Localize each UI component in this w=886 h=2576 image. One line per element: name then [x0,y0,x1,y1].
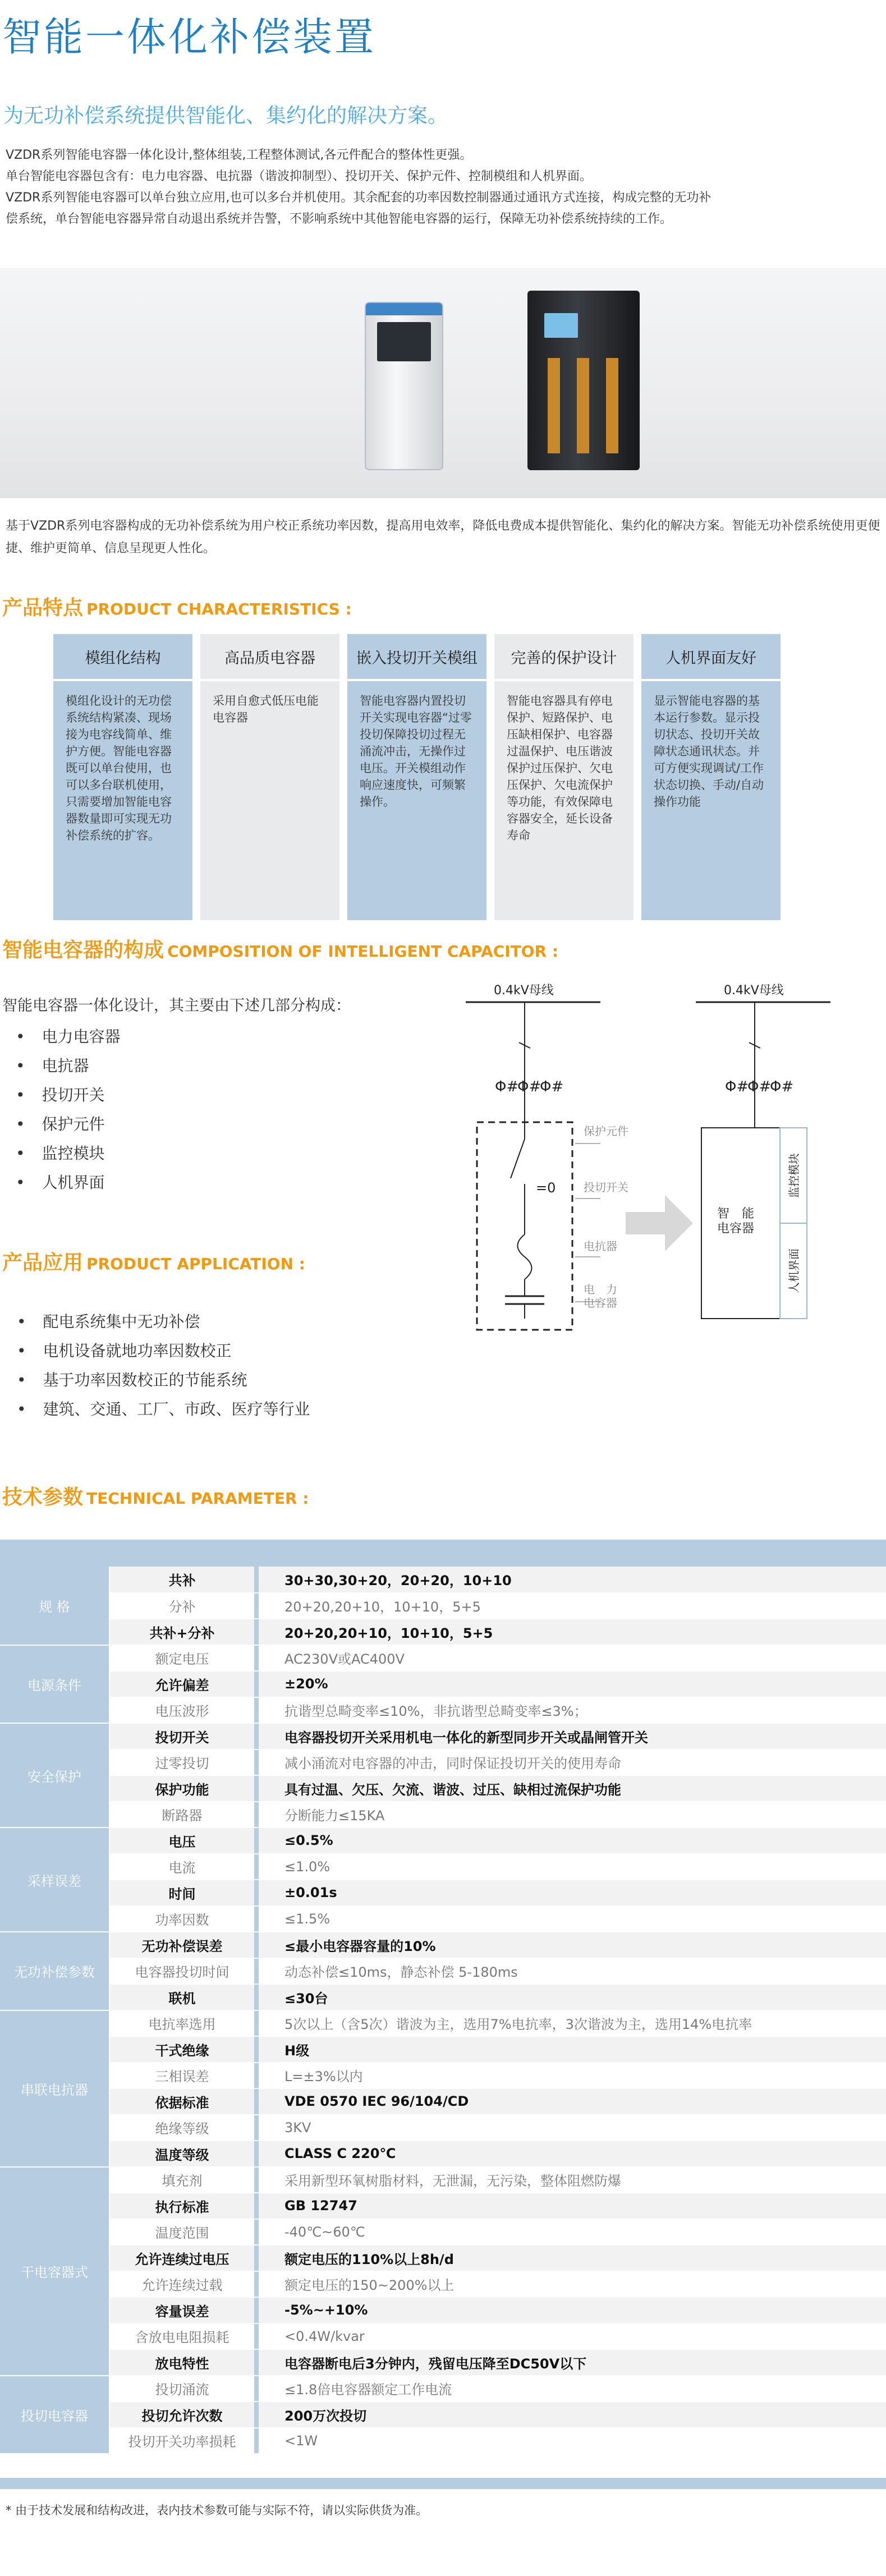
bus-label-left: 0.4kV母线 [494,984,554,998]
column-divider [254,1984,259,2010]
intro-line: 单台智能电容器包含有：电力电容器、电抗器（谐波抑制型）、投切开关、保护元件、控制模组和人机界面。 [6,169,593,183]
param-item: 共补+分补 [109,1619,254,1645]
column-divider [254,2401,259,2428]
composition-heading-en: COMPOSITION OF INTELLIGENT CAPACITOR : [167,942,559,961]
application-heading [2,1247,305,1275]
list-item: • 保护元件 [16,1110,121,1139]
param-item: 三相误差 [109,2063,254,2089]
table-row [0,1958,886,1985]
param-value: H级 [259,2036,886,2063]
list-item: • 电抗器 [16,1051,121,1081]
phase-mark: Φ# [725,1078,749,1095]
list-item: • 投切开关 [16,1081,121,1110]
feature-body: 模组化设计的无功偿系统结构紧凑、现场接为电容线简单、维护方便。智能电容器既可以单台使用，也可以多台联机使用，只需要增加智能电容器数量即可实现无功补偿系统的扩容。 [53,681,192,920]
footnote: * 由于技术发展和结构改进，表内技术参数可能与实际不符，请以实际供货为准。 [6,2504,428,2517]
feature-body: 显示智能电容器的基本运行参数。显示投切状态、投切开关故障状态通讯状态。并可方便实现调试/工作状态切换、手动/自动操作功能 [641,681,781,920]
list-item: • 监控模块 [16,1139,121,1168]
column-divider [254,2428,259,2454]
column-divider [254,2271,259,2298]
params-table-footer-bar [0,2478,886,2489]
table-row [0,1984,886,2010]
table-row [0,1645,886,1672]
column-divider [254,1697,259,1724]
column-divider [254,1854,259,1880]
param-value: 30+30,30+20，20+20，10+10 [259,1567,886,1593]
param-value: ≤30台 [259,1984,886,2010]
list-item: • 建筑、交通、工厂、市政、医疗等行业 [39,1395,310,1424]
param-category: 串联电抗器 [0,2010,109,2167]
application-list [39,1307,310,1424]
params-heading [2,1481,309,1510]
param-category: 电源条件 [0,1645,109,1724]
table-row [0,2271,886,2298]
param-value: ≤1.8倍电容器额定工作电流 [259,2376,886,2402]
column-divider [254,2063,259,2089]
param-item: 联机 [109,1984,254,2010]
table-row [0,2036,886,2063]
column-divider [254,1671,259,1697]
param-item: 电压波形 [109,1697,254,1724]
column-divider [254,1775,259,1802]
param-item: 允许连续过载 [109,2271,254,2298]
feature-title: 人机界面友好 [641,634,781,679]
feature-body: 采用自愈式低压电能电容器 [200,681,339,920]
table-row [0,1567,886,1593]
column-divider [254,2141,259,2167]
param-value: 额定电压的150~200%以上 [259,2271,886,2298]
column-divider [254,1645,259,1672]
param-item: 过零投切 [109,1750,254,1776]
param-value: 200万次投切 [259,2401,886,2428]
column-divider [254,2036,259,2063]
param-value: ≤1.0% [259,1854,886,1880]
param-value: VDE 0570 IEC 96/104/CD [259,2088,886,2115]
param-value: L=±3%以内 [259,2063,886,2089]
column-divider [254,2376,259,2402]
column-divider [254,1958,259,1985]
param-category: 干电容器式 [0,2167,109,2376]
param-value: 电容器投切开关采用机电一体化的新型同步开关或晶闸管开关 [259,1723,886,1750]
param-item: 电容器投切时间 [109,1958,254,1985]
param-item: 允许偏差 [109,1671,254,1697]
params-table-header-bar [0,1540,886,1567]
feature-title: 完善的保护设计 [494,634,633,679]
table-row [0,1723,886,1750]
composition-diagram [432,976,881,1369]
intro-text [6,145,713,230]
table-row [0,2193,886,2219]
param-value: 采用新型环氧树脂材料，无泄漏，无污染，整体阻燃防爆 [259,2167,886,2193]
param-value: 额定电压的110%以上8h/d [259,2245,886,2271]
list-item: • 人机界面 [16,1168,121,1197]
feature-card [53,634,192,920]
composition-heading [2,934,558,963]
column-divider [254,2349,259,2376]
table-row [0,2428,886,2454]
param-item: 填充剂 [109,2167,254,2193]
param-item: 电抗率选用 [109,2010,254,2037]
table-row [0,2401,886,2428]
param-item: 投切开关 [109,1723,254,1750]
intro-line: VZDR系列智能电容器一体化设计,整体组装,工程整体测试,各元件配合的整体性更强。 [6,148,472,162]
feature-body: 智能电容器内置投切开关实现电容器“过零投切保障投切过程无涌流冲击，无操作过电压。开关模组动作响应速度快，可频繁操作。 [347,681,486,920]
param-value: -5%~+10% [259,2297,886,2324]
column-divider [254,1906,259,1932]
application-heading-en: PRODUCT APPLICATION : [86,1255,305,1273]
table-row [0,1802,886,1828]
features-heading-cn: 产品特点 [2,596,84,619]
param-value: -40℃~60℃ [259,2219,886,2246]
table-row [0,2349,886,2376]
param-category: 采样误差 [0,1827,109,1932]
param-value: ≤最小电容器容量的10% [259,1932,886,1958]
param-item: 温度等级 [109,2141,254,2167]
diagram-label: 投切开关 [584,1181,628,1194]
column-divider [254,1593,259,1619]
param-item: 保护功能 [109,1775,254,1802]
page-title: 智能一体化补偿装置 [2,14,376,60]
composition-list [16,1022,121,1197]
features-grid [53,634,781,920]
param-item: 时间 [109,1880,254,1906]
feature-body: 智能电容器具有停电保护、短路保护、电压缺相保护、电容器过温保护、电压谐波保护过压保护、欠电压保护、欠电流保护等功能，有效保障电容器安全，延长设备寿命 [494,681,633,920]
table-row [0,1932,886,1958]
param-item: 断路器 [109,1802,254,1828]
param-item: 放电特性 [109,2349,254,2376]
table-row [0,2219,886,2246]
param-item: 无功补偿误差 [109,1932,254,1958]
param-item: 干式绝缘 [109,2036,254,2063]
params-table [0,1567,886,2454]
param-value: CLASS C 220℃ [259,2141,886,2167]
param-item: 额定电压 [109,1645,254,1672]
column-divider [254,2324,259,2350]
bus-label-right: 0.4kV母线 [724,984,784,998]
table-row [0,2245,886,2271]
param-value: 20+20,20+10，10+10，5+5 [259,1619,886,1645]
feature-card [200,634,339,920]
feature-title: 嵌入投切开关模组 [347,634,486,679]
table-row [0,2324,886,2350]
column-divider [254,1723,259,1750]
diagram-label: 电抗器 [584,1239,617,1253]
table-row [0,2141,886,2167]
table-row [0,1593,886,1619]
table-row [0,1906,886,1932]
param-value: 电容器断电后3分钟内，残留电压降至DC50V以下 [259,2349,886,2376]
features-heading-en: PRODUCT CHARACTERISTICS : [86,600,352,618]
param-item: 容量误差 [109,2297,254,2324]
param-item: 投切开关功率损耗 [109,2428,254,2454]
column-divider [254,1802,259,1828]
phase-mark: Φ# [747,1078,772,1095]
column-divider [254,2193,259,2219]
column-divider [254,2167,259,2193]
column-divider [254,1619,259,1645]
param-item: 执行标准 [109,2193,254,2219]
feature-card [494,634,633,920]
param-item: 投切允许次数 [109,2401,254,2428]
param-item: 允许连续过电压 [109,2245,254,2271]
arrow-icon [626,1195,693,1251]
table-row [0,2063,886,2089]
device-label: 智 能电容器 [717,1207,755,1236]
column-divider [254,2219,259,2246]
params-heading-cn: 技术参数 [2,1486,84,1509]
product-photo [0,268,886,498]
diagram-label: 保护元件 [584,1124,628,1138]
param-item: 分补 [109,1593,254,1619]
param-value: ±20% [259,1671,886,1697]
feature-card [641,634,781,920]
column-divider [254,2088,259,2115]
param-value: ≤0.5% [259,1827,886,1854]
phase-mark: Φ# [770,1078,794,1095]
product-description: 基于VZDR系列电容器构成的无功补偿系统为用户校正系统功率因数，提高用电效率，降低电费成本提供智能化、集约化的解决方案。智能无功补偿系统使用更便捷、维护更简单、信息呈现更人性化。 [6,519,880,555]
column-divider [254,2115,259,2141]
table-row [0,1775,886,1802]
param-item: 共补 [109,1567,254,1593]
column-divider [254,1750,259,1776]
diagram-label: 电 力电容器 [584,1283,617,1310]
param-item: 电流 [109,1854,254,1880]
param-value: 5次以上（含5次）谐波为主，选用7%电抗率，3次谐波为主，选用14%电抗率 [259,2010,886,2037]
param-value: 20+20,20+10，10+10，5+5 [259,1593,886,1619]
param-category: 无功补偿参数 [0,1932,109,2010]
feature-title: 高品质电容器 [200,634,339,679]
page-subtitle: 为无功补偿系统提供智能化、集约化的解决方案。 [3,104,448,127]
side-label: 人机界面 [787,1248,801,1293]
param-value: 减小涌流对电容器的冲击，同时保证投切开关的使用寿命 [259,1750,886,1776]
features-heading [2,592,352,621]
column-divider [254,2010,259,2037]
param-value: 分断能力≤15KA [259,1802,886,1828]
param-value: ±0.01s [259,1880,886,1906]
param-category: 规 格 [0,1567,109,1645]
param-item: 含放电电阻损耗 [109,2324,254,2350]
list-item: • 电机设备就地功率因数校正 [39,1337,310,1366]
param-value: 动态补偿≤10ms，静态补偿 5-180ms [259,1958,886,1985]
phase-mark: Φ# [517,1078,541,1095]
param-item: 依据标准 [109,2088,254,2115]
table-row [0,1697,886,1724]
capacitor-device-white [365,302,443,470]
param-value: 抗谐型总畸变率≤10%，非抗谐型总畸变率≤3%； [259,1697,886,1724]
table-row [0,2376,886,2402]
column-divider [254,1827,259,1854]
param-value: AC230V或AC400V [259,1645,886,1672]
table-row [0,2167,886,2193]
column-divider [254,2245,259,2271]
intro-line: VZDR系列智能电容器可以单台独立应用,也可以多台并机使用。其余配套的功率因数控制器通过通讯方式连接，构成完整的无功补偿系统，单台智能电容器异常自动退出系统并告警，不影响系统中其他智能电容器的运行，保障无功补偿系统持续的工作。 [6,191,711,226]
phase-mark: Φ# [495,1078,519,1095]
feature-title: 模组化结构 [53,634,192,679]
table-row [0,1880,886,1906]
param-category: 投切电容器 [0,2376,109,2454]
param-value: ≤1.5% [259,1906,886,1932]
table-row [0,2010,886,2037]
feature-card [347,634,486,920]
list-item: • 基于功率因数校正的节能系统 [39,1366,310,1395]
param-item: 投切涌流 [109,2376,254,2402]
table-row [0,2115,886,2141]
table-row [0,1671,886,1697]
application-heading-cn: 产品应用 [2,1251,84,1274]
param-item: 电压 [109,1827,254,1854]
column-divider [254,2297,259,2324]
list-item: • 电力电容器 [16,1022,121,1051]
param-item: 绝缘等级 [109,2115,254,2141]
param-value: 具有过温、欠压、欠流、谐波、过压、缺相过流保护功能 [259,1775,886,1802]
param-value: GB 12747 [259,2193,886,2219]
param-value: 3KV [259,2115,886,2141]
param-value: <0.4W/kvar [259,2324,886,2350]
params-heading-en: TECHNICAL PARAMETER : [86,1489,309,1508]
list-item: • 配电系统集中无功补偿 [39,1307,310,1337]
side-label: 监控模块 [787,1153,801,1198]
param-item: 功率因数 [109,1906,254,1932]
param-value: <1W [259,2428,886,2454]
param-item: 温度范围 [109,2219,254,2246]
zero-mark: =0 [536,1180,556,1196]
table-row [0,1750,886,1776]
composition-intro: 智能电容器一体化设计，其主要由下述几部分构成： [2,997,351,1014]
column-divider [254,1932,259,1958]
column-divider [254,1567,259,1593]
table-row [0,1827,886,1854]
param-category: 安全保护 [0,1723,109,1827]
table-row [0,2088,886,2115]
table-row [0,2297,886,2324]
phase-mark: Φ# [540,1078,564,1095]
column-divider [254,1880,259,1906]
table-row [0,1854,886,1880]
composition-heading-cn: 智能电容器的构成 [2,939,164,962]
capacitor-device-black [527,291,640,470]
table-row [0,1619,886,1645]
